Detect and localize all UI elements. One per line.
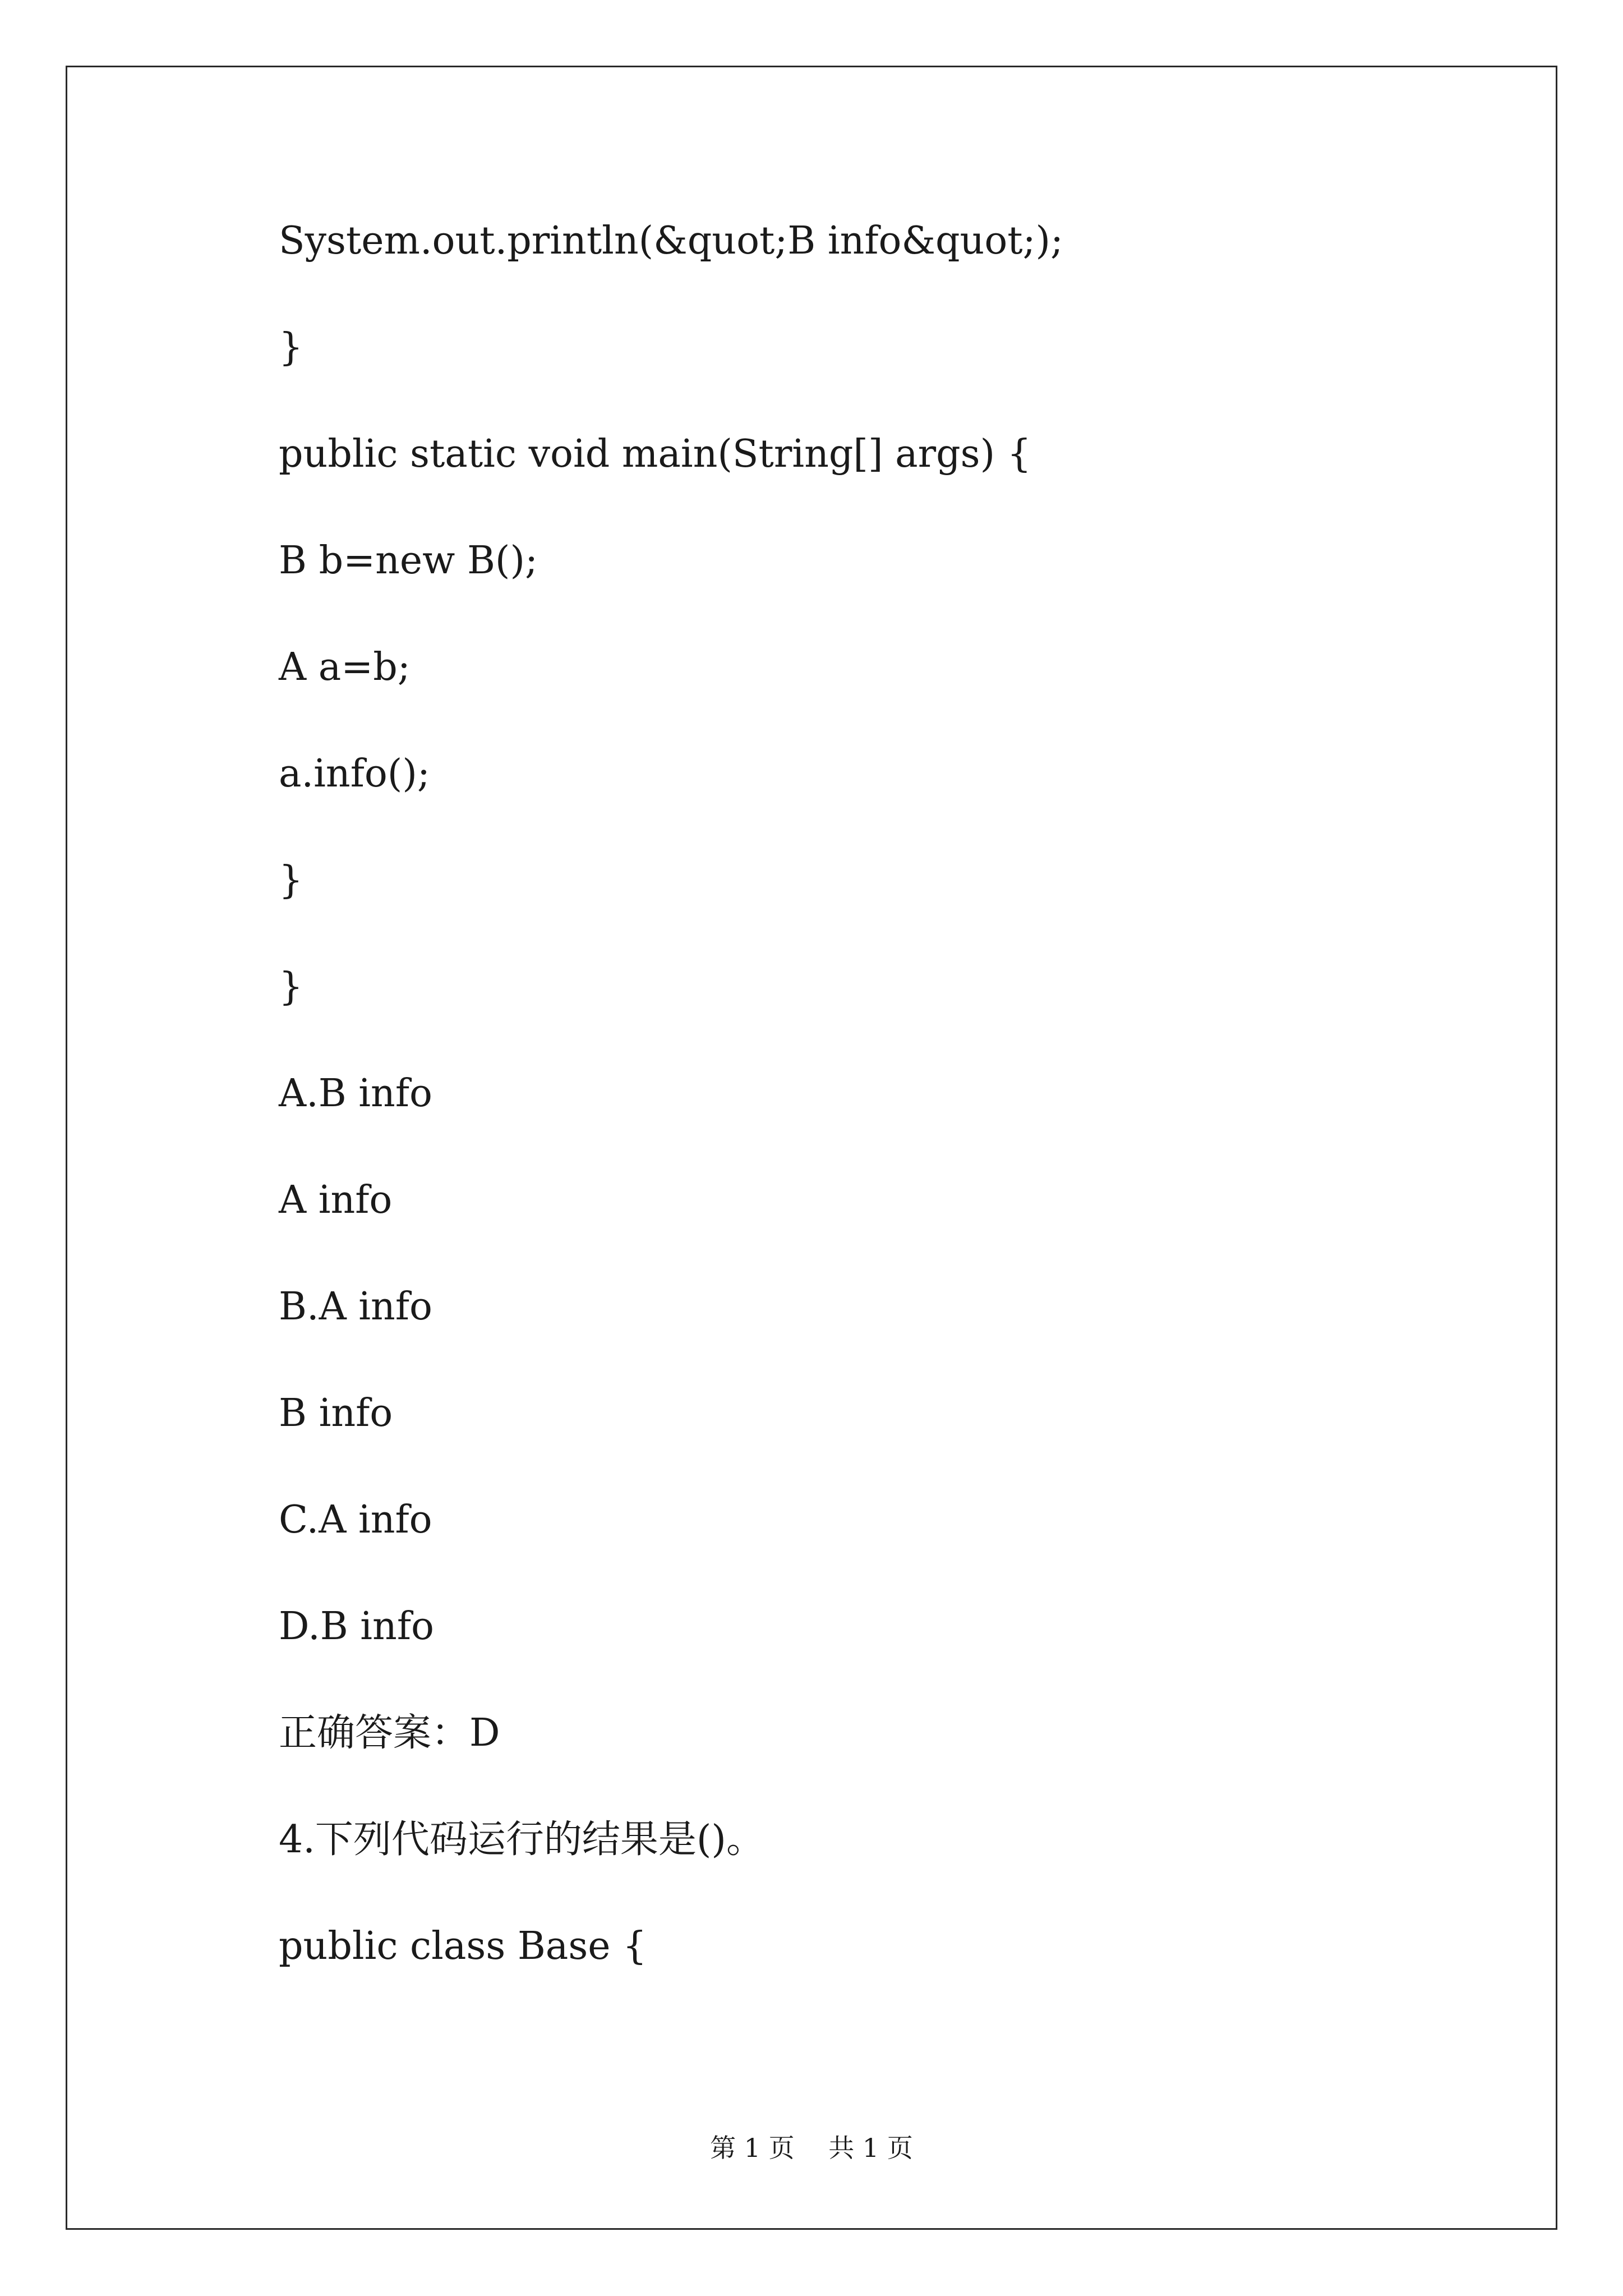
answer-option: B.A info: [279, 1285, 432, 1329]
code-line: System.out.println(&quot;B info&quot;);: [279, 219, 1063, 263]
answer-option: A info: [279, 1178, 393, 1222]
code-line: public static void main(String[] args) {: [279, 432, 1031, 476]
answer-option: C.A info: [279, 1498, 432, 1542]
code-line: }: [279, 325, 303, 370]
code-line: public class Base {: [279, 1924, 647, 1968]
answer-option: A.B info: [279, 1071, 432, 1116]
code-line: a.info();: [279, 752, 430, 796]
document-body: [279, 219, 1484, 2031]
code-line: }: [279, 858, 303, 903]
answer-option: D.B info: [279, 1604, 434, 1649]
question-title: 4.下列代码运行的结果是()。: [279, 1818, 764, 1862]
answer-option: B info: [279, 1391, 393, 1435]
page-footer: 第 1 页 共 1 页: [710, 2133, 913, 2163]
code-line: A a=b;: [279, 645, 411, 689]
correct-answer: 正确答案：D: [279, 1711, 500, 1755]
code-line: }: [279, 965, 303, 1009]
code-line: B b=new B();: [279, 539, 538, 583]
